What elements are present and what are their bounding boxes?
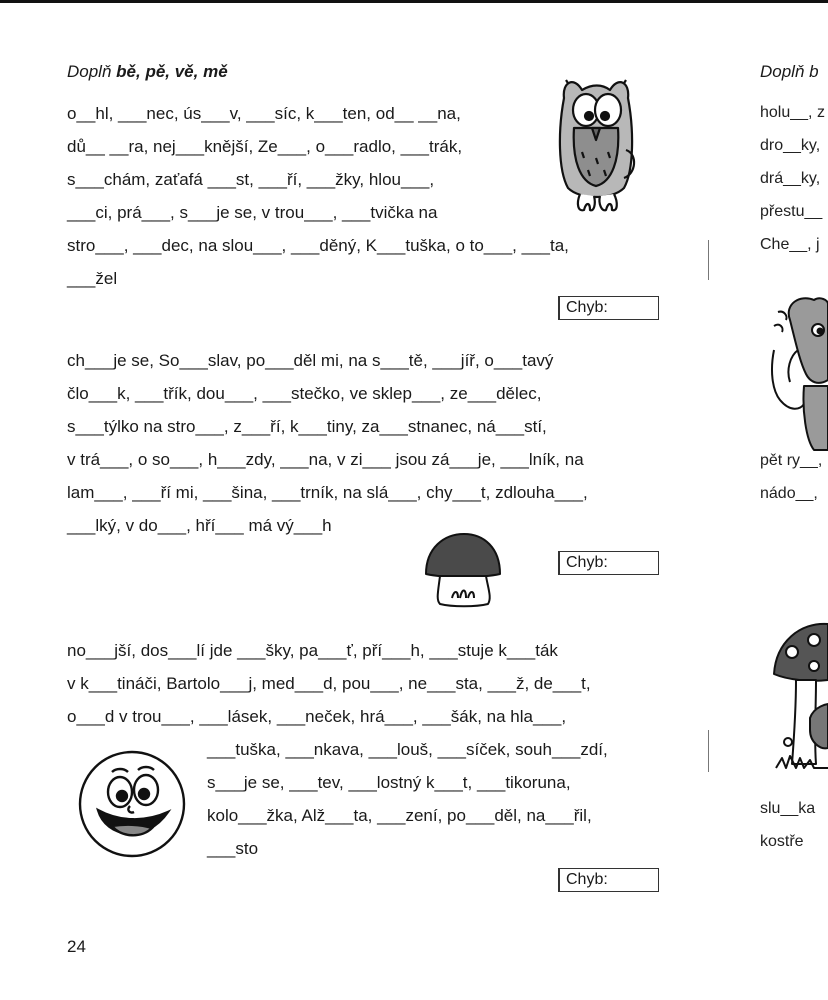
- exercise-1-line-2: dů__ __ra, nej___knější, Ze___, o___radlo, ___trák,: [67, 137, 463, 156]
- exercise-2-line-1: ch___je se, So___slav, po___děl mi, na s___tě, ___jíř, o___tavý: [67, 351, 554, 370]
- exercise-2-line-5: lam___, ___ří mi, ___šina, ___trník, na slá___, chy___t, zdlouha___,: [67, 483, 588, 502]
- score-label: Chyb:: [566, 871, 608, 888]
- exercise-2-line-3: s___týlko na stro___, z___ří, k___tiny, za___stnanec, ná___stí,: [67, 417, 547, 436]
- exercise-3-line-7: ___sto: [207, 839, 259, 858]
- exercise-1-score-box[interactable]: [558, 296, 659, 320]
- right-line-1: holu__, z: [760, 104, 825, 121]
- dog-icon: [770, 290, 828, 460]
- right-line-5: Che__, j: [760, 236, 820, 253]
- exercise-3-line-4: ___tuška, ___nkava, ___louš, ___síček, souh___zdí,: [207, 740, 608, 759]
- owl-icon: [552, 70, 640, 216]
- score-label: Chyb:: [566, 299, 608, 316]
- right-line-2: dro__ky,: [760, 137, 821, 154]
- heading-letters: bě, pě, vě, mě: [116, 62, 228, 81]
- exercise-3-line-6: kolo___žka, Alž___ta, ___zení, po___děl, na___řil,: [207, 806, 592, 825]
- left-heading: Doplň bě, pě, vě, mě: [67, 62, 228, 81]
- right-heading: Doplň b: [760, 62, 819, 81]
- right-line-9: kostře: [760, 833, 804, 850]
- exercise-2-line-6: ___lký, v do___, hří___ má vý___h: [67, 516, 332, 535]
- right-line-6: pět ry__,: [760, 452, 823, 469]
- exercise-1-line-1: o__hl, ___nec, ús___v, ___síc, k___ten, od__ __na,: [67, 104, 461, 123]
- binding-mark: [708, 240, 709, 280]
- page-top-border: [0, 0, 828, 3]
- mushroom-icon: [422, 530, 504, 608]
- right-line-4: přestu__: [760, 203, 823, 220]
- exercise-3-score-box[interactable]: [558, 868, 659, 892]
- exercise-3-line-3: o___d v trou___, ___lásek, ___neček, hrá___, ___šák, na hla___,: [67, 707, 567, 726]
- right-line-3: drá__ky,: [760, 170, 821, 187]
- page-number: 24: [67, 937, 86, 956]
- right-line-7: nádo__,: [760, 485, 818, 502]
- exercise-2-line-2: člo___k, ___třík, dou___, ___stečko, ve sklep___, ze___dělec,: [67, 384, 542, 403]
- binding-mark: [708, 730, 709, 772]
- toadstool-icon: [770, 618, 828, 774]
- exercise-1-line-6: ___žel: [67, 269, 118, 288]
- exercise-3-line-1: no___jší, dos___lí jde ___šky, pa___ť, pří___h, ___stuje k___ták: [67, 641, 558, 660]
- exercise-1-line-3: s___chám, zaťafá ___st, ___ří, ___žky, hlou___,: [67, 170, 435, 189]
- exercise-1-line-5: stro___, ___dec, na slou___, ___děný, K___tuška, o to___, ___ta,: [67, 236, 569, 255]
- score-label: Chyb:: [566, 554, 608, 571]
- exercise-2-line-4: v trá___, o so___, h___zdy, ___na, v zi___ jsou zá___je, ___lník, na: [67, 450, 584, 469]
- exercise-3-line-2: v k___tináči, Bartolo___j, med___d, pou___, ne___sta, ___ž, de___t,: [67, 674, 591, 693]
- smiley-face-icon: [76, 748, 188, 860]
- exercise-2-score-box[interactable]: [558, 551, 659, 575]
- exercise-1-line-4: ___ci, prá___, s___je se, v trou___, ___tvička na: [67, 203, 438, 222]
- exercise-3-line-5: s___je se, ___tev, ___lostný k___t, ___tikoruna,: [207, 773, 571, 792]
- right-line-8: slu__ka: [760, 800, 816, 817]
